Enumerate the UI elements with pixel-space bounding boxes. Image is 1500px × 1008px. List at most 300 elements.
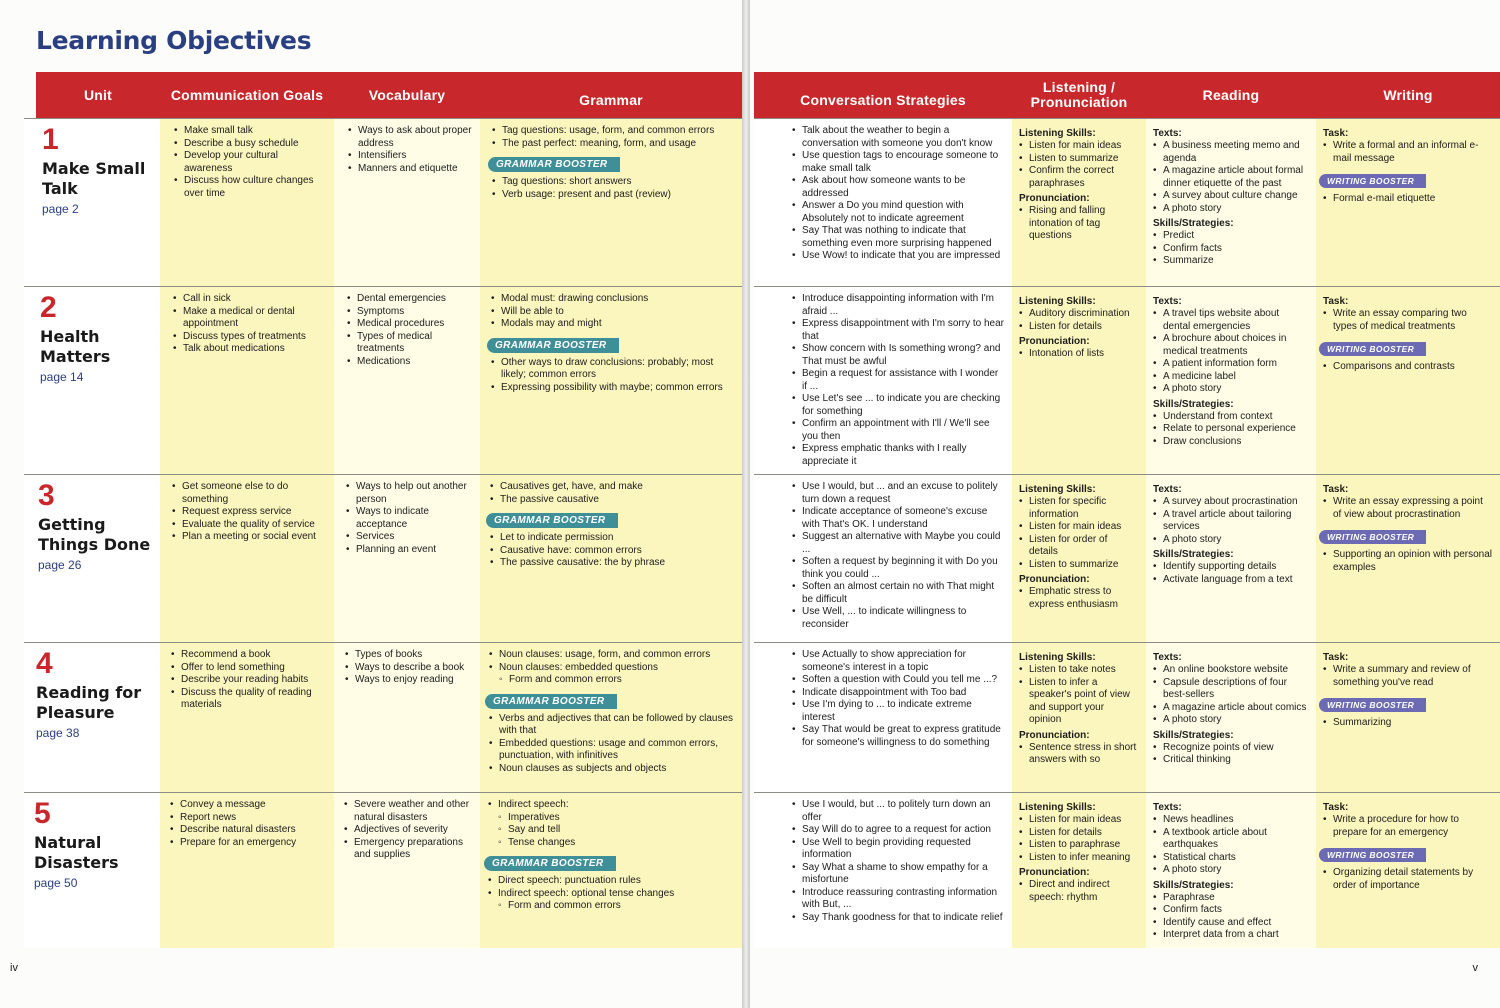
list-item: • A survey about procrastination	[1153, 496, 1309, 509]
list-item: • Say That was nothing to indicate that something even more surprising happened	[792, 225, 1005, 250]
header-grammar: Grammar	[579, 91, 643, 108]
sub-list-item: ◦ Form and common errors	[489, 674, 735, 687]
list-item: • Tag questions: short answers	[492, 176, 735, 189]
list-item: • Emphatic stress to express enthusiasm	[1019, 586, 1139, 611]
list-item: • Prepare for an emergency	[170, 837, 327, 850]
bullet-list	[347, 293, 473, 368]
list-item: • Statistical charts	[1153, 852, 1309, 865]
task-label: Task:	[1323, 652, 1349, 663]
reading-cell	[1146, 642, 1316, 792]
page-number-left: iv	[10, 962, 18, 974]
bullet-list	[1153, 496, 1309, 546]
bullet-list	[1323, 140, 1493, 165]
bullet-list	[792, 799, 1005, 924]
unit-row-left	[24, 474, 742, 642]
list-item: • Listen for main ideas	[1019, 814, 1139, 827]
list-item: • Modal must: drawing conclusions	[491, 293, 735, 306]
unit-number: 4	[36, 647, 53, 680]
conversation-strategies-cell	[754, 474, 1012, 642]
writing-booster-label: WRITING BOOSTER	[1319, 342, 1426, 356]
list-item: • Causative have: common errors	[490, 545, 735, 558]
list-item: • Critical thinking	[1153, 754, 1309, 767]
grammar-cell	[480, 118, 742, 286]
list-item: • Make small talk	[174, 125, 327, 138]
list-item: • Ask about how someone wants to be addressed	[792, 175, 1005, 200]
list-item: • Write an essay expressing a point of view about procrastination	[1323, 496, 1493, 521]
unit-row-right	[754, 642, 1500, 792]
bullet-list	[1153, 561, 1309, 586]
writing-booster-label: WRITING BOOSTER	[1319, 848, 1426, 862]
grammar-booster-label: GRAMMAR BOOSTER	[486, 513, 618, 528]
list-item: • Get someone else to do something	[172, 481, 327, 506]
left-header-bar	[36, 72, 742, 118]
list-item: • Introduce disappointing information with I'm afraid ...	[792, 293, 1005, 318]
unit-number: 1	[42, 123, 59, 156]
bullet-list	[792, 125, 1005, 263]
list-item: • Verb usage: present and past (review)	[492, 189, 735, 202]
bullet-list	[489, 713, 735, 776]
list-item: • Causatives get, have, and make	[490, 481, 735, 494]
row-divider	[754, 286, 1500, 287]
list-item: • Suggest an alternative with Maybe you could ...	[792, 531, 1005, 556]
unit-row-left	[24, 286, 742, 474]
list-item: • Discuss the quality of reading materials	[171, 687, 327, 712]
pronunciation-label: Pronunciation:	[1019, 336, 1090, 347]
list-item: • Formal e-mail etiquette	[1323, 193, 1493, 206]
list-item: • A patient information form	[1153, 358, 1309, 371]
list-item: • Symptoms	[347, 306, 473, 319]
list-item: • A magazine article about comics	[1153, 702, 1309, 715]
list-item: • Listen for main ideas	[1019, 521, 1139, 534]
vocabulary-cell	[334, 118, 480, 286]
header-vocabulary: Vocabulary	[368, 86, 446, 103]
reading-cell	[1146, 286, 1316, 474]
list-item: • Use Let's see ... to indicate you are checking for something	[792, 393, 1005, 418]
listening-pronunciation-cell	[1012, 792, 1146, 948]
bullet-list	[488, 799, 735, 849]
list-item: • The passive causative: the by phrase	[490, 557, 735, 570]
bullet-list	[174, 125, 327, 200]
bullet-list	[1323, 308, 1493, 333]
unit-cell	[24, 642, 160, 792]
unit-page-ref: page 26	[38, 558, 82, 572]
list-item: • Use Actually to show appreciation for someone's interest in a topic	[792, 649, 1005, 674]
row-divider	[754, 474, 1500, 475]
list-item: • Listen for details	[1019, 827, 1139, 840]
conversation-strategies-cell	[754, 792, 1012, 948]
list-item: • Identify cause and effect	[1153, 917, 1309, 930]
skills-strategies-label: Skills/Strategies:	[1153, 729, 1234, 741]
list-item: • Paraphrase	[1153, 892, 1309, 905]
unit-page-ref: page 50	[34, 876, 78, 890]
list-item: • Tag questions: usage, form, and common errors	[492, 125, 735, 138]
communication-goals-cell	[160, 642, 334, 792]
list-item: • Soften a request by beginning it with Do you think you could ...	[792, 556, 1005, 581]
bullet-list	[1019, 664, 1139, 727]
unit-title: Natural Disasters	[34, 833, 119, 872]
list-item: • Supporting an opinion with personal examples	[1323, 549, 1493, 574]
bullet-list	[173, 293, 327, 356]
task-label: Task:	[1323, 802, 1349, 813]
list-item: • Confirm facts	[1153, 904, 1309, 917]
list-item: • Indirect speech:	[488, 799, 735, 812]
list-item: • Listen to summarize	[1019, 153, 1139, 166]
row-divider	[24, 474, 742, 475]
list-item: • Write a summary and review of something you've read	[1323, 664, 1493, 689]
list-item: • A magazine article about formal dinner etiquette of the past	[1153, 165, 1309, 190]
grammar-booster-label: GRAMMAR BOOSTER	[485, 694, 617, 709]
list-item: • Listen for details	[1019, 321, 1139, 334]
texts-label: Texts:	[1153, 128, 1182, 139]
vocabulary-cell	[334, 642, 480, 792]
bullet-list	[344, 799, 473, 862]
list-item: • Comparisons and contrasts	[1323, 361, 1493, 374]
unit-row-right	[754, 792, 1500, 948]
task-label: Task:	[1323, 128, 1349, 139]
list-item: • Intonation of lists	[1019, 348, 1139, 361]
bullet-list	[492, 125, 735, 150]
list-item: • Indirect speech: optional tense changes	[488, 888, 735, 901]
list-item: • Write a formal and an informal e-mail message	[1323, 140, 1493, 165]
list-item: • Soften an almost certain no with That might be difficult	[792, 581, 1005, 606]
list-item: • Predict	[1153, 230, 1309, 243]
bullet-list	[1323, 496, 1493, 521]
list-item: • A photo story	[1153, 383, 1309, 396]
list-item: • Sentence stress in short answers with so	[1019, 742, 1139, 767]
writing-booster-label: WRITING BOOSTER	[1319, 174, 1426, 188]
writing-cell	[1316, 792, 1500, 948]
unit-page-ref: page 38	[36, 726, 80, 740]
writing-booster-label: WRITING BOOSTER	[1319, 698, 1426, 712]
list-item: • Noun clauses as subjects and objects	[489, 763, 735, 776]
bullet-list	[346, 481, 473, 556]
grammar-booster-label: GRAMMAR BOOSTER	[488, 157, 620, 172]
list-item: • Modals may and might	[491, 318, 735, 331]
listening-skills-label: Listening Skills:	[1019, 484, 1096, 495]
unit-cell	[24, 118, 160, 286]
list-item: • Medical procedures	[347, 318, 473, 331]
left-page	[0, 0, 742, 1008]
list-item: • A survey about culture change	[1153, 190, 1309, 203]
texts-label: Texts:	[1153, 802, 1182, 813]
bullet-list	[1019, 742, 1139, 767]
bullet-list	[792, 649, 1005, 749]
header-unit: Unit	[83, 86, 112, 103]
writing-cell	[1316, 474, 1500, 642]
unit-page-ref: page 2	[42, 202, 79, 216]
list-item: • Confirm the correct paraphrases	[1019, 165, 1139, 190]
bullet-list	[1153, 892, 1309, 942]
listening-skills-label: Listening Skills:	[1019, 652, 1096, 663]
list-item: • The past perfect: meaning, form, and usage	[492, 138, 735, 151]
list-item: • Ways to indicate acceptance	[346, 506, 473, 531]
list-item: • Intensifiers	[348, 150, 473, 163]
task-label: Task:	[1323, 296, 1349, 307]
unit-cell	[24, 474, 160, 642]
bullet-list	[1019, 814, 1139, 864]
grammar-cell	[480, 642, 742, 792]
bullet-list	[1019, 308, 1139, 333]
listening-skills-label: Listening Skills:	[1019, 296, 1096, 307]
list-item: • Express disappointment with I'm sorry to hear that	[792, 318, 1005, 343]
header-listening-pronunciation: Listening / Pronunciation	[1030, 79, 1128, 110]
writing-cell	[1316, 118, 1500, 286]
list-item: • Types of medical treatments	[347, 331, 473, 356]
unit-page-ref: page 14	[40, 370, 84, 384]
list-item: • Listen to paraphrase	[1019, 839, 1139, 852]
bullet-list	[1019, 496, 1139, 571]
list-item: • A travel article about tailoring services	[1153, 509, 1309, 534]
vocabulary-cell	[334, 474, 480, 642]
bullet-list	[1019, 348, 1139, 361]
list-item: • Organizing detail statements by order of importance	[1323, 867, 1493, 892]
bullet-list	[1153, 308, 1309, 396]
list-item: • Summarize	[1153, 255, 1309, 268]
list-item: • Services	[346, 531, 473, 544]
row-divider	[24, 792, 742, 793]
list-item: • Listen to summarize	[1019, 559, 1139, 572]
list-item: • Severe weather and other natural disasters	[344, 799, 473, 824]
row-divider	[754, 118, 1500, 119]
list-item: • Discuss how culture changes over time	[174, 175, 327, 200]
list-item: • Direct speech: punctuation rules	[488, 875, 735, 888]
bullet-list	[1323, 549, 1493, 574]
list-item: • A textbook article about earthquakes	[1153, 827, 1309, 852]
header-conversation-strategies: Conversation Strategies	[800, 91, 966, 108]
bullet-list	[171, 649, 327, 712]
bullet-list	[490, 481, 735, 506]
grammar-cell	[480, 286, 742, 474]
list-item: • Confirm an appointment with I'll / We'll see you then	[792, 418, 1005, 443]
list-item: • Listen for specific information	[1019, 496, 1139, 521]
list-item: • Embedded questions: usage and common errors, punctuation, with infinitives	[489, 738, 735, 763]
list-item: • Develop your cultural awareness	[174, 150, 327, 175]
list-item: • Adjectives of severity	[344, 824, 473, 837]
list-item: • Listen to infer a speaker's point of view and support your opinion	[1019, 677, 1139, 727]
bullet-list	[1323, 361, 1493, 374]
list-item: • Plan a meeting or social event	[172, 531, 327, 544]
conversation-strategies-cell	[754, 286, 1012, 474]
communication-goals-cell	[160, 792, 334, 948]
list-item: • Draw conclusions	[1153, 436, 1309, 449]
list-item: • Dental emergencies	[347, 293, 473, 306]
bullet-list	[1153, 411, 1309, 449]
listening-pronunciation-cell	[1012, 286, 1146, 474]
list-item: • Talk about medications	[173, 343, 327, 356]
pronunciation-label: Pronunciation:	[1019, 193, 1090, 204]
list-item: • Soften a question with Could you tell me ...?	[792, 674, 1005, 687]
reading-cell	[1146, 118, 1316, 286]
list-item: • Use Well, ... to indicate willingness to reconsider	[792, 606, 1005, 631]
reading-cell	[1146, 474, 1316, 642]
list-item: • Expressing possibility with maybe; common errors	[491, 382, 735, 395]
list-item: • Noun clauses: usage, form, and common errors	[489, 649, 735, 662]
header-communication-goals: Communication Goals	[170, 86, 324, 103]
list-item: • Medications	[347, 356, 473, 369]
list-item: • Emergency preparations and supplies	[344, 837, 473, 862]
right-page	[750, 0, 1500, 1008]
list-item: • Describe your reading habits	[171, 674, 327, 687]
bullet-list	[1153, 814, 1309, 877]
unit-cell	[24, 286, 160, 474]
header-reading: Reading	[1202, 86, 1260, 103]
texts-label: Texts:	[1153, 484, 1182, 495]
row-divider	[24, 118, 742, 119]
list-item: • Activate language from a text	[1153, 574, 1309, 587]
list-item: • Ways to enjoy reading	[345, 674, 473, 687]
list-item: • Listen for order of details	[1019, 534, 1139, 559]
list-item: • Use Wow! to indicate that you are impressed	[792, 250, 1005, 263]
list-item: • Manners and etiquette	[348, 163, 473, 176]
bullet-list	[1019, 140, 1139, 190]
bullet-list	[1153, 230, 1309, 268]
unit-row-right	[754, 474, 1500, 642]
communication-goals-cell	[160, 474, 334, 642]
list-item: • Say Will do to agree to a request for action	[792, 824, 1005, 837]
list-item: • Recognize points of view	[1153, 742, 1309, 755]
grammar-booster-label: GRAMMAR BOOSTER	[484, 856, 616, 871]
row-divider	[754, 642, 1500, 643]
skills-strategies-label: Skills/Strategies:	[1153, 398, 1234, 410]
sub-list-item: ◦ Imperatives	[488, 812, 735, 825]
list-item: • Request express service	[172, 506, 327, 519]
list-item: • Summarizing	[1323, 717, 1493, 730]
list-item: • Will be able to	[491, 306, 735, 319]
bullet-list	[1323, 867, 1493, 892]
bullet-list	[490, 532, 735, 570]
texts-label: Texts:	[1153, 296, 1182, 307]
list-item: • Ways to ask about proper address	[348, 125, 473, 150]
skills-strategies-label: Skills/Strategies:	[1153, 879, 1234, 891]
list-item: • Recommend a book	[171, 649, 327, 662]
unit-row-right	[754, 286, 1500, 474]
bullet-list	[1019, 586, 1139, 611]
sub-list-item: ◦ Form and common errors	[488, 900, 735, 913]
list-item: • Convey a message	[170, 799, 327, 812]
bullet-list	[345, 649, 473, 687]
list-item: • Indicate disappointment with Too bad	[792, 687, 1005, 700]
communication-goals-cell	[160, 286, 334, 474]
writing-cell	[1316, 642, 1500, 792]
row-divider	[24, 642, 742, 643]
list-item: • Answer a Do you mind question with Absolutely not to indicate agreement	[792, 200, 1005, 225]
list-item: • Capsule descriptions of four best-sellers	[1153, 677, 1309, 702]
reading-cell	[1146, 792, 1316, 948]
sub-list-item: ◦ Tense changes	[488, 837, 735, 850]
list-item: • A travel tips website about dental emergencies	[1153, 308, 1309, 333]
unit-row-right	[754, 118, 1500, 286]
list-item: • An online bookstore website	[1153, 664, 1309, 677]
grammar-cell	[480, 474, 742, 642]
list-item: • Let to indicate permission	[490, 532, 735, 545]
bullet-list	[1323, 814, 1493, 839]
unit-number: 2	[40, 291, 57, 324]
list-item: • News headlines	[1153, 814, 1309, 827]
list-item: • A brochure about choices in medical treatments	[1153, 333, 1309, 358]
list-item: • Interpret data from a chart	[1153, 929, 1309, 942]
list-item: • Describe a busy schedule	[174, 138, 327, 151]
list-item: • Offer to lend something	[171, 662, 327, 675]
list-item: • Call in sick	[173, 293, 327, 306]
list-item: • Noun clauses: embedded questions	[489, 662, 735, 675]
unit-cell	[24, 792, 160, 948]
bullet-list	[488, 875, 735, 913]
list-item: • Relate to personal experience	[1153, 423, 1309, 436]
pronunciation-label: Pronunciation:	[1019, 867, 1090, 878]
bullet-list	[1019, 879, 1139, 904]
unit-number: 5	[34, 797, 51, 830]
list-item: • Use question tags to encourage someone to make small talk	[792, 150, 1005, 175]
communication-goals-cell	[160, 118, 334, 286]
list-item: • Indicate acceptance of someone's excuse with That's OK. I understand	[792, 506, 1005, 531]
list-item: • A photo story	[1153, 714, 1309, 727]
list-item: • Describe natural disasters	[170, 824, 327, 837]
list-item: • A photo story	[1153, 534, 1309, 547]
list-item: • Rising and falling intonation of tag questions	[1019, 205, 1139, 243]
list-item: • Discuss types of treatments	[173, 331, 327, 344]
vocabulary-cell	[334, 286, 480, 474]
grammar-booster-label: GRAMMAR BOOSTER	[487, 338, 619, 353]
right-header-bar	[754, 72, 1500, 118]
list-item: • Listen for main ideas	[1019, 140, 1139, 153]
list-item: • Make a medical or dental appointment	[173, 306, 327, 331]
listening-pronunciation-cell	[1012, 474, 1146, 642]
list-item: • Auditory discrimination	[1019, 308, 1139, 321]
list-item: • Use I would, but ... and an excuse to politely turn down a request	[792, 481, 1005, 506]
list-item: • Write an essay comparing two types of medical treatments	[1323, 308, 1493, 333]
unit-title: Health Matters	[40, 327, 111, 366]
pronunciation-label: Pronunciation:	[1019, 729, 1090, 741]
list-item: • Direct and indirect speech: rhythm	[1019, 879, 1139, 904]
header-writing: Writing	[1383, 86, 1433, 103]
bullet-list	[1153, 664, 1309, 727]
page-number-right: v	[1472, 962, 1478, 974]
skills-strategies-label: Skills/Strategies:	[1153, 549, 1234, 560]
bullet-list	[489, 649, 735, 687]
bullet-list	[1019, 205, 1139, 243]
bullet-list	[170, 799, 327, 849]
sub-list-item: ◦ Say and tell	[488, 824, 735, 837]
list-item: • Evaluate the quality of service	[172, 519, 327, 532]
bullet-list	[491, 357, 735, 395]
bullet-list	[172, 481, 327, 544]
listening-pronunciation-cell	[1012, 118, 1146, 286]
list-item: • Use I would, but ... to politely turn down an offer	[792, 799, 1005, 824]
list-item: • Write a procedure for how to prepare for an emergency	[1323, 814, 1493, 839]
list-item: • Show concern with Is something wrong? and That must be awful	[792, 343, 1005, 368]
bullet-list	[491, 293, 735, 331]
list-item: • Understand from context	[1153, 411, 1309, 424]
list-item: • Ways to describe a book	[345, 662, 473, 675]
list-item: • Confirm facts	[1153, 243, 1309, 256]
listening-pronunciation-cell	[1012, 642, 1146, 792]
page-title: Learning Objectives	[36, 26, 312, 55]
book-gutter	[742, 0, 750, 1008]
list-item: • Say What a shame to show empathy for a misfortune	[792, 862, 1005, 887]
list-item: • Types of books	[345, 649, 473, 662]
list-item: • Talk about the weather to begin a conversation with someone you don't know	[792, 125, 1005, 150]
list-item: • Use I'm dying to ... to indicate extreme interest	[792, 699, 1005, 724]
bullet-list	[1323, 664, 1493, 689]
listening-skills-label: Listening Skills:	[1019, 128, 1096, 139]
unit-row-left	[24, 792, 742, 948]
bullet-list	[792, 293, 1005, 468]
list-item: • Introduce reassuring contrasting information with But, ...	[792, 887, 1005, 912]
list-item: • Say Thank goodness for that to indicate relief	[792, 912, 1005, 925]
writing-booster-label: WRITING BOOSTER	[1319, 530, 1426, 544]
list-item: • A medicine label	[1153, 371, 1309, 384]
bullet-list	[1153, 140, 1309, 215]
